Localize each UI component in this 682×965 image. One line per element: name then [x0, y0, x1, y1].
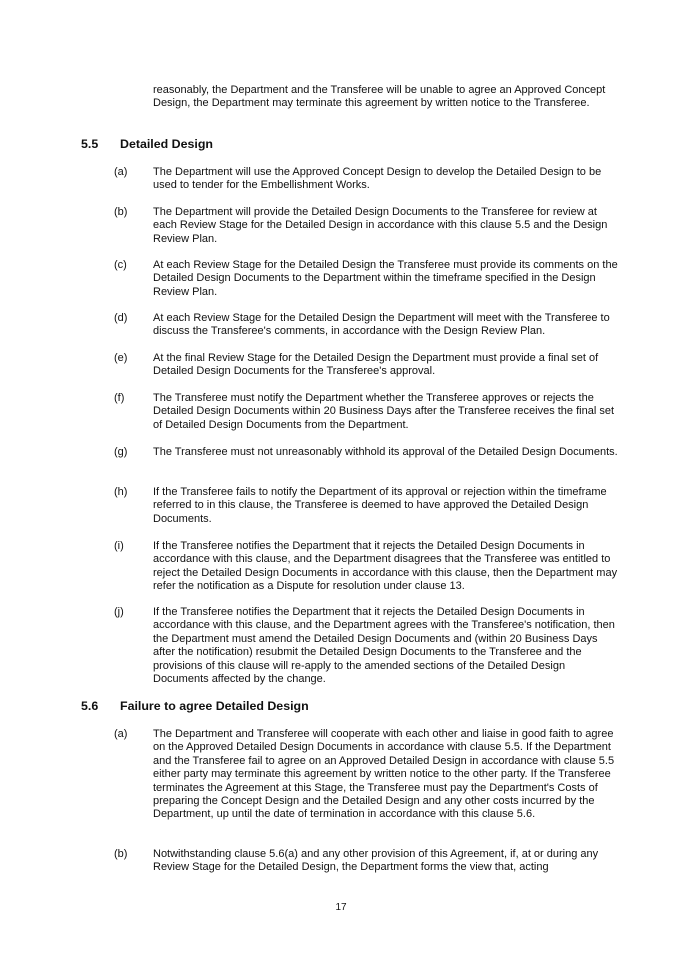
clause-text: The Transferee must notify the Department whether the Transferee approves or rejects the Detailed Design Documents within 20 Business Days after the Transferee receives the final set of Detailed Design Documents from the Department. — [153, 392, 615, 431]
clause-label: (f) — [114, 392, 125, 404]
intro-paragraph: reasonably, the Department and the Transferee will be unable to agree an Approved Concept Design, the Department may terminate this agreement by written notice to the Transferee. — [153, 84, 606, 110]
clause-text: If the Transferee notifies the Department that it rejects the Detailed Design Documents in accordance with this clause, and the Department agrees with the Transferee's notification, then the Department must amend the Detailed Design Documents and (within 20 Business Days after the notification) resubmit the Detailed Design Documents to the Transferee and the provisions of this clause will re-apply to the amended sections of the Detailed Design Documents affected by the change. — [153, 606, 615, 686]
clause-text: At each Review Stage for the Detailed Design the Transferee must provide its comments on the Detailed Design Documents to the Department within the timeframe specified in the Design Review Plan. — [153, 259, 618, 298]
section-heading-5-5 — [81, 137, 213, 152]
clause-label: (j) — [114, 606, 124, 618]
clause-label: (d) — [114, 312, 128, 324]
clause-text: If the Transferee notifies the Department that it rejects the Detailed Design Documents in accordance with this clause, and the Department disagrees that the Transferee was entitled to reject the Detailed Design Documents in accordance with this clause, then the Department may refer the notification as a Dispute for resolution under clause 13. — [153, 540, 618, 593]
clause-label: (c) — [114, 259, 127, 271]
section-number: 5.6 — [81, 699, 99, 713]
clause-label: (b) — [114, 206, 128, 218]
clause-label: (i) — [114, 540, 124, 552]
clause-text: The Transferee must not unreasonably withhold its approval of the Detailed Design Documents. — [153, 446, 618, 458]
clause-label: (b) — [114, 848, 128, 860]
clause-text: At the final Review Stage for the Detailed Design the Department must provide a final set of Detailed Design Documents for the Transferee's approval. — [153, 352, 599, 378]
clause-text: The Department will use the Approved Concept Design to develop the Detailed Design to be used to tender for the Embellishment Works. — [153, 166, 602, 192]
clause-text: At each Review Stage for the Detailed Design the Department will meet with the Transferee to discuss the Transferee's comments, in accordance with the Design Review Plan. — [153, 312, 610, 338]
section-heading-5-6 — [81, 699, 309, 714]
clause-text: The Department and Transferee will cooperate with each other and liaise in good faith to agree on the Approved Detailed Design Documents in accordance with clause 5.5. If the Department and the Transferee fail to agree on an Approved Detailed Design in accordance with clause 5.5 either party may terminate this agreement by written notice to the other party. If the Transferee terminates the Agreement at this Stage, the Transferee must pay the Department's Costs of preparing the Concept Design and the Detailed Design and any other costs incurred by the Department, up until the date of termination in accordance with this clause 5.6. — [153, 728, 615, 821]
section-title: Failure to agree Detailed Design — [120, 699, 309, 713]
page-number: 17 — [335, 902, 347, 913]
clause-label: (e) — [114, 352, 128, 364]
clause-label: (g) — [114, 446, 128, 458]
clause-label: (h) — [114, 486, 128, 498]
clause-label: (a) — [114, 728, 128, 740]
clause-text: The Department will provide the Detailed Design Documents to the Transferee for review at each Review Stage for the Detailed Design in accordance with this clause 5.5 and the Design Review Plan. — [153, 206, 608, 245]
clause-text: Notwithstanding clause 5.6(a) and any other provision of this Agreement, if, at or during any Review Stage for the Detailed Design, the Department forms the view that, acting — [153, 848, 599, 874]
section-title: Detailed Design — [120, 137, 213, 151]
clause-text: If the Transferee fails to notify the Department of its approval or rejection within the timeframe referred to in this clause, the Transferee is deemed to have approved the Detailed Design Documents. — [153, 486, 607, 525]
section-number: 5.5 — [81, 137, 99, 151]
clause-label: (a) — [114, 166, 128, 178]
